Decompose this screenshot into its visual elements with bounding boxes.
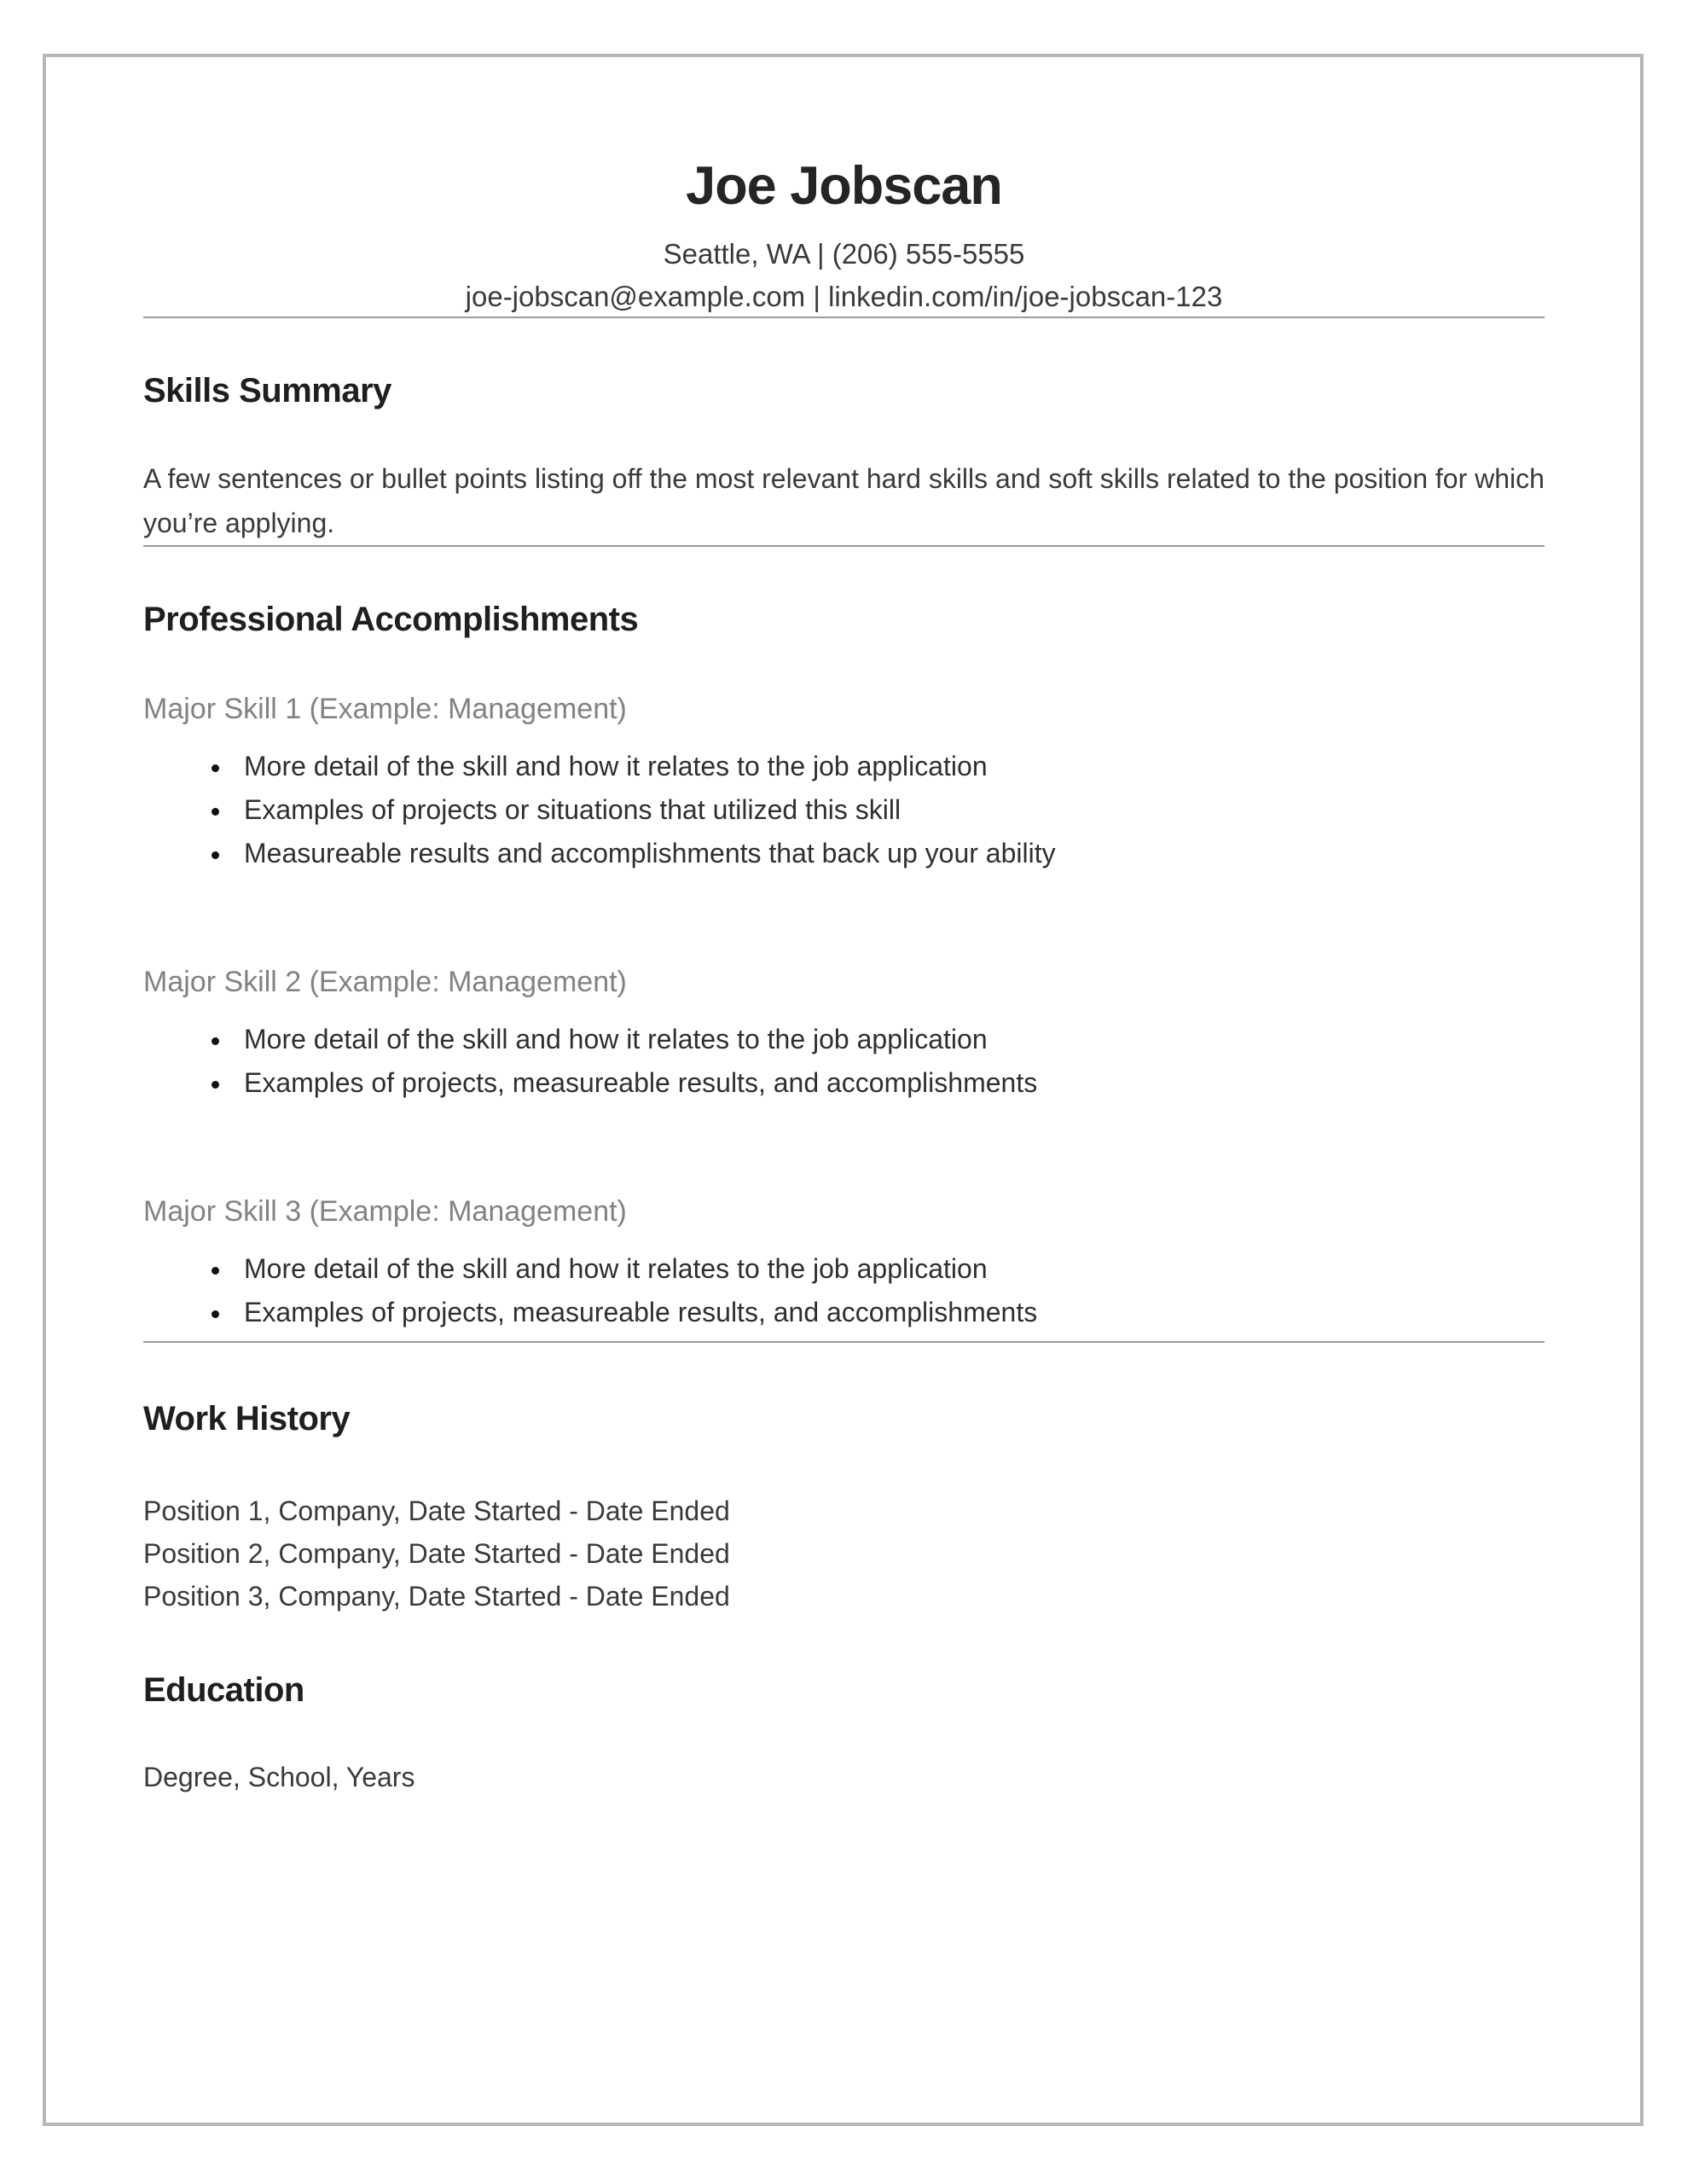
section-divider [143,1341,1545,1343]
education-entry: Degree, School, Years [143,1762,415,1792]
education-entries [143,1756,1545,1798]
work-history-entries [143,1490,1545,1618]
skill-heading-2: Major Skill 2 (Example: Management) [143,966,627,998]
section-divider [143,545,1545,547]
resume-page-frame [43,54,1644,2126]
skill-block-3 [143,1193,1545,1327]
work-history-entry: Position 3, Company, Date Started - Date Ended [143,1581,730,1612]
skill-block-2 [143,963,1545,1097]
work-history-entry: Position 1, Company, Date Started - Date Ended [143,1496,730,1526]
section-title-education: Education [143,1671,304,1709]
section-title-skills-summary: Skills Summary [143,372,391,410]
skill-block-1 [143,690,1545,868]
skill-bullet-list-3 [143,1254,1545,1327]
skill-heading-3: Major Skill 3 (Example: Management) [143,1195,627,1228]
skill-bullet: • More detail of the skill and how it relates to the job application [232,752,1545,781]
skill-bullet: • More detail of the skill and how it relates to the job application [232,1025,1545,1054]
skills-summary-text: A few sentences or bullet points listing off the most relevant hard skills and soft skills related to the position for which you’re applying. [143,463,1545,538]
section-title-professional-accomplishments: Professional Accomplishments [143,601,639,638]
section-title-work-history: Work History [143,1400,351,1438]
resume-name: Joe Jobscan [686,156,1002,216]
contact-location-phone: Seattle, WA | (206) 555-5555 [663,238,1025,270]
skill-heading-1: Major Skill 1 (Example: Management) [143,693,627,725]
skill-bullet-list-1 [143,752,1545,868]
contact-email-linkedin: joe-jobscan@example.com | linkedin.com/in/joe-jobscan-123 [465,281,1223,312]
resume-header [143,158,1545,317]
skill-bullet: • Examples of projects, measureable results, and accomplishments [232,1298,1545,1327]
skill-bullet: • Examples of projects or situations that utilized this skill [232,795,1545,824]
skill-bullet: • Measureable results and accomplishments that back up your ability [232,839,1545,868]
work-history-entry: Position 2, Company, Date Started - Date Ended [143,1538,730,1569]
skill-bullet-list-2 [143,1025,1545,1097]
section-divider [143,317,1545,318]
skill-bullet: • More detail of the skill and how it relates to the job application [232,1254,1545,1283]
skill-bullet: • Examples of projects, measureable results, and accomplishments [232,1068,1545,1097]
